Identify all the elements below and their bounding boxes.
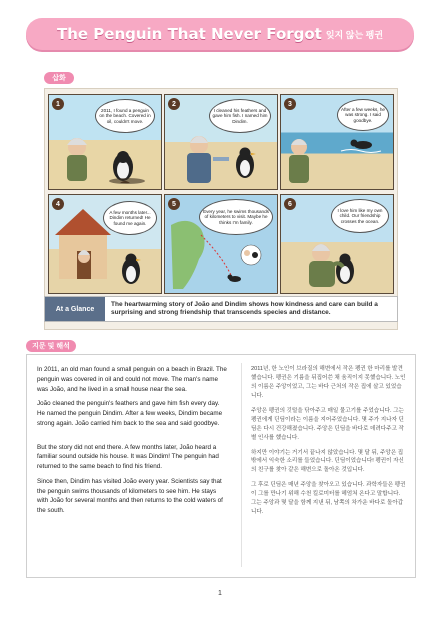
panel-number: 2 bbox=[168, 98, 180, 110]
panel-number: 5 bbox=[168, 198, 180, 210]
english-paragraph-1: In 2011, an old man found a small penguin on a beach in Brazil. The penguin was covered in oil and could not move. The man's name was João, and he lived in a small house near the sea. bbox=[37, 366, 227, 393]
korean-paragraph-2: 주앙은 펭귄의 깃털을 닦아주고 매일 물고기를 주었습니다. 그는 펭귄에게 딘딤이라는 이름을 지어주었습니다. 몇 주가 지나자 딘딤은 다시 건강해졌습니다. 주앙은 딘딤을 바다로 데려다주고 작별 인사를 했습니다. bbox=[251, 407, 404, 441]
page-title: The Penguin That Never Forgot bbox=[56, 25, 322, 43]
comic-panel-2 bbox=[164, 94, 278, 190]
speech-bubble: 2011, I found a penguin on the beach. Covered in oil, couldn't move. bbox=[95, 99, 155, 133]
reading-section-tag: 지문 및 해석 bbox=[26, 340, 76, 352]
reading-passage-box bbox=[26, 354, 416, 578]
english-paragraph-3: But the story did not end there. A few months later, João heard a familiar sound outside his house. It was Dindim! The penguin had returned to the same beach to find his friend. bbox=[37, 443, 219, 470]
at-a-glance-label: At a Glance bbox=[45, 297, 105, 321]
comic-panel-1 bbox=[48, 94, 162, 190]
korean-paragraph-4: 그 후로 딘딤은 매년 주앙을 찾아오고 있습니다. 과학자들은 펭귄이 그를 만나기 위해 수천 킬로미터를 헤엄쳐 온다고 말합니다. 그는 주앙과 몇 달을 함께 지낸 뒤, 남쪽의 차가운 바다로 돌아갑니다. bbox=[251, 482, 406, 516]
page-number: 1 bbox=[218, 590, 222, 597]
english-paragraph-4: Since then, Dindim has visited João every year. Scientists say that the penguin swims thousands of kilometers to see him. He stays with João for several months and then returns to the cold waters of the south. bbox=[37, 477, 223, 514]
at-a-glance-summary bbox=[44, 296, 398, 322]
speech-bubble: Every year, he swims thousands of kilometers to visit. Maybe he thinks I'm family. bbox=[199, 199, 273, 235]
english-paragraph-2: João cleaned the penguin's feathers and gave him fish every day. He named the penguin Dindim. After a few weeks, Dindim became strong again. João carried him back to the sea and said goodbye. bbox=[37, 400, 223, 427]
speech-bubble: I cleaned his feathers and gave him fish. I named him Dindim. bbox=[209, 99, 271, 133]
panel-number: 6 bbox=[284, 198, 296, 210]
comic-panel-5 bbox=[164, 194, 278, 294]
page-title-korean: 잊지 않는 펭귄 bbox=[325, 29, 384, 40]
comic-panel-4 bbox=[48, 194, 162, 294]
comic-section-tag: 삽화 bbox=[44, 72, 74, 84]
english-passage bbox=[37, 365, 229, 521]
speech-bubble: A few months later... Dindim returned! He found me again. bbox=[103, 201, 157, 235]
speech-bubble: I love him like my own child. Our friendship crosses the ocean. bbox=[331, 199, 389, 233]
panel-number: 1 bbox=[52, 98, 64, 110]
korean-paragraph-1: 2011년, 한 노인이 브라질의 해변에서 작은 펭귄 한 마리를 발견했습니다. 펭귄은 기름을 뒤집어쓴 채 움직이지 못했습니다. 노인의 이름은 주앙이었고, 그는 바다 근처의 작은 집에 살고 있었습니다. bbox=[251, 366, 406, 399]
panel-number: 3 bbox=[284, 98, 296, 110]
panel-number: 4 bbox=[52, 198, 64, 210]
column-divider bbox=[241, 363, 242, 567]
korean-paragraph-3: 하지만 이야기는 거기서 끝나지 않았습니다. 몇 달 뒤, 주앙은 집 밖에서 익숙한 소리를 들었습니다. 딘딤이었습니다! 펭귄이 자신의 친구를 찾아 같은 해변으로 돌아온 것입니다. bbox=[251, 449, 404, 474]
speech-bubble: After a few weeks, he was strong. I said goodbye. bbox=[337, 99, 389, 131]
comic-panel-6 bbox=[280, 194, 394, 294]
korean-translation bbox=[251, 365, 407, 523]
comic-panel-3 bbox=[280, 94, 394, 190]
title-banner bbox=[26, 18, 414, 50]
at-a-glance-text: The heartwarming story of João and Dindim shows how kindness and care can build a surprising and strong friendship that transcends species and distance. bbox=[111, 300, 378, 316]
